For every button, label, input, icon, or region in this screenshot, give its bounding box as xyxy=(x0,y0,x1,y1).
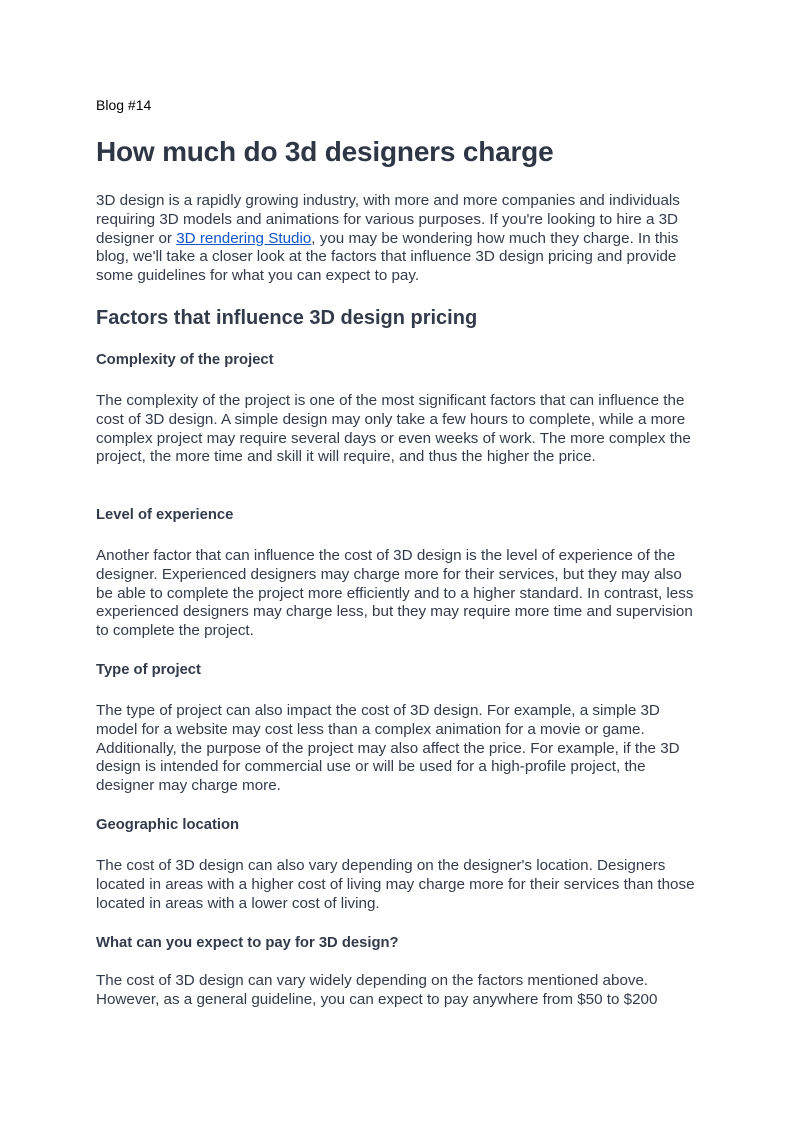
section-text-complexity: The complexity of the project is one of the most significant factors that can influence the cost of 3D design. A simple design may only take a few hours to complete, while a more complex project may require several days or even weeks of work. The more complex the project, the more time and skill it will require, and thus the higher the price. xyxy=(96,392,691,466)
intro-text-after-link: , you may be wondering how much they charge. In this blog, we'll take a closer look at the factors that influence 3D design pricing and provide some guidelines for what you can expect to pay. xyxy=(96,229,679,285)
intro-paragraph xyxy=(96,192,701,286)
section-heading-experience: Level of experience xyxy=(96,507,234,523)
section-heading-complexity: Complexity of the project xyxy=(96,352,274,368)
section-text-expected-cost: The cost of 3D design can vary widely depending on the factors mentioned above. However, as a general guideline, you can expect to pay anywhere from $50 to $200 xyxy=(96,972,658,1008)
page-title: How much do 3d designers charge xyxy=(96,136,554,167)
section-heading-project-type: Type of project xyxy=(96,662,201,678)
section-text-project-type: The type of project can also impact the cost of 3D design. For example, a simple 3D model for a website may cost less than a complex animation for a movie or game. Additionally, the purpose of the project may also affect the price. For example, if the 3D design is intended for commercial use or will be used for a high-profile project, the designer may charge more. xyxy=(96,702,680,795)
section-text-experience: Another factor that can influence the cost of 3D design is the level of experience of the designer. Experienced designers may charge more for their services, but they may also be able to complete the project more efficiently and to a higher standard. In contrast, less experienced designers may charge less, but they may require more time and supervision to complete the project. xyxy=(96,547,694,640)
section-heading-expected-cost: What can you expect to pay for 3D design? xyxy=(96,935,399,951)
rendering-studio-link[interactable]: 3D rendering Studio xyxy=(176,229,312,247)
factors-heading: Factors that influence 3D design pricing xyxy=(96,307,478,329)
section-text-location: The cost of 3D design can also vary depending on the designer's location. Designers located in areas with a higher cost of living may charge more for their services than those located in areas with a lower cost of living. xyxy=(96,857,695,912)
section-heading-location: Geographic location xyxy=(96,817,240,833)
blog-number-label: Blog #14 xyxy=(96,97,152,113)
intro-text-before-link: 3D design is a rapidly growing industry, with more and more companies and individuals requiring 3D models and animations for various purposes. If you're looking to hire a 3D designer or xyxy=(96,192,680,247)
